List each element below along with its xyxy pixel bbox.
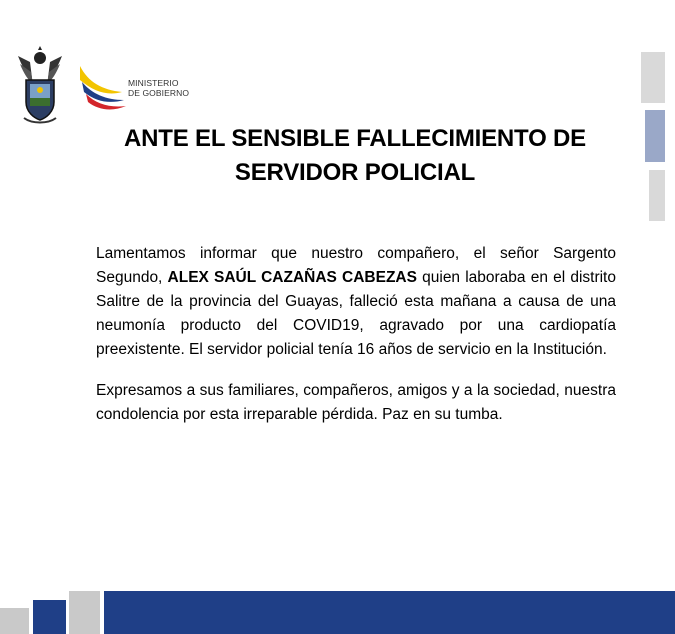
ministry-line-1: MINISTERIO [128,78,179,88]
side-decoration-bar-3 [649,170,665,221]
paragraph-1 [96,242,616,362]
ministry-name-text [128,78,189,98]
deceased-name: ALEX SAÚL CAZAÑAS CABEZAS [167,269,417,286]
footer-band [104,591,675,634]
ministry-line-2: DE GOBIERNO [128,88,190,98]
page-title [90,122,620,190]
police-emblem-logo [16,44,64,126]
side-decoration-bar-1 [641,52,665,103]
paragraph-2: Expresamos a sus familiares, compañeros, amigos y a la sociedad, nuestra condolencia por esta irreparable pérdida. Paz en su tumba. [96,382,616,423]
footer-square-3 [69,591,100,634]
title-line-1: ANTE EL SENSIBLE FALLECIMIENTO DE [124,125,586,152]
title-line-2: SERVIDOR POLICIAL [234,159,476,186]
footer-square-1 [0,608,29,634]
paragraph-1-rest: quien laboraba en el distrito Salitre de la provincia del Guayas, falleció esta mañana a causa de una neumonía producto del COVID19, agravado por una cardiopatía preexistente. El servidor policial tenía 16 años de servicio en la Institución. [96,269,616,358]
announcement-body [96,242,616,444]
side-decoration-bar-2 [645,110,665,162]
footer-square-2 [33,600,66,634]
paragraph-1-intro: Lamentamos informar que nuestro compañero, el señor Sargento Segundo, [96,245,616,286]
